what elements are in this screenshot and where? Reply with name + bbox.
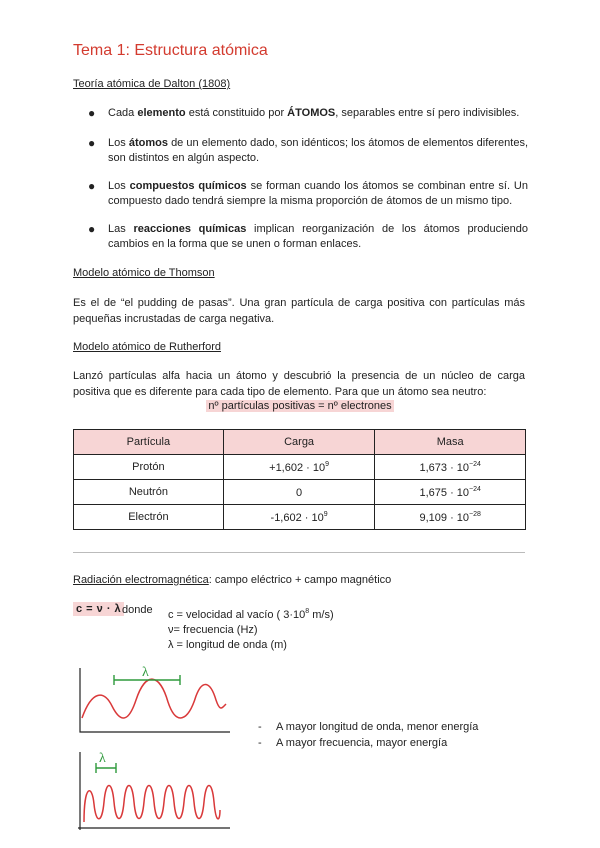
lambda-label: λ [99,751,106,766]
table-header: Partícula [74,430,224,455]
short-wave-curve [84,786,220,823]
wave-formula: c = ν · λ [73,603,124,615]
list-item: - A mayor longitud de onda, menor energía [258,721,479,733]
table-header: Carga [223,430,375,455]
list-item: - A mayor frecuencia, mayor energía [258,737,448,749]
table-row: Neutrón 0 $1,675 \cdot 10^{-24}$ [74,480,526,505]
bullet-icon: ● [88,222,96,236]
rutherford-heading: Modelo atómico de Rutherford [73,341,221,353]
long-wave-curve [82,679,226,718]
table-header: Masa [375,430,526,455]
formula-definitions: c = velocidad al vacío ( $3\cdot 10^8$ m/s) ν= frecuencia (Hz) λ = longitud de onda (m) [168,608,334,651]
bullet-icon: ● [88,179,96,193]
neutral-condition: nº partículas positivas = nº electrones [208,400,392,412]
bullet-icon: ● [88,106,96,120]
divider [73,552,525,553]
thomson-heading: Modelo atómico de Thomson [73,267,215,279]
page-title: Tema 1: Estructura atómica [73,42,268,59]
bullet-icon: ● [88,136,96,150]
table-row: Electrón $-1,602 \cdot 10^9$ $9,109 \cdot 10^{-28}$ [74,505,526,530]
particle-table [73,429,526,530]
dalton-heading: Teoría atómica de Dalton (1808) [73,78,231,90]
thomson-text: Es el de “el pudding de pasas”. Una gran partícula de carga positiva con partículas más pequeñas incrustadas de carga negativa. [73,297,525,325]
lambda-label: λ [142,665,149,680]
radiation-heading: Radiación electromagnética: campo eléctrico + campo magnético [73,574,392,586]
short-wave-sketch [70,744,240,834]
table-row: Protón $+1,602 \cdot 10^9$ $1,673 \cdot 10^{-24}$ [74,455,526,480]
wave-axes [80,668,230,732]
donde-label: donde [122,604,153,616]
long-wave-sketch [70,660,240,740]
rutherford-text: Lanzó partículas alfa hacia un átomo y descubrió la presencia de un núcleo de carga positiva que es diferente para cada tipo de elemento. Para que un átomo sea neutro: [73,370,525,398]
